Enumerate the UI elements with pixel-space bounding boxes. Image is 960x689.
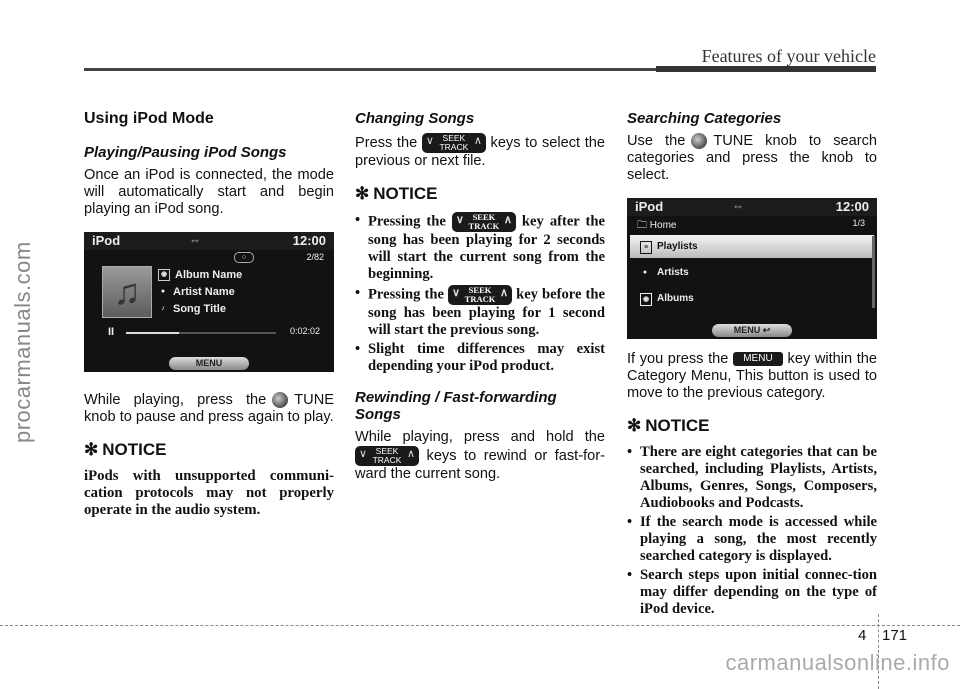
menu-text-b: key within the Category Menu, This button is used to move to the previous category.: [627, 351, 878, 401]
track-label: TRACK: [464, 294, 496, 304]
seek-label: SEEK: [468, 285, 492, 295]
seek-track-key: [452, 212, 516, 232]
notice-unsupported-protocols: iPods with unsupported communi-cation protocols may not properly operate in the audio system.: [84, 468, 334, 518]
folder-icon: 🗀: [637, 220, 647, 231]
song-note-icon: ♪: [161, 305, 165, 313]
bullet-text-b: key before the song has been playing for 1 second will start the previous song.: [368, 286, 605, 338]
seek-label: SEEK: [472, 212, 496, 222]
subheading-searching: Searching Categories: [627, 110, 782, 127]
changing-text-b: keys to select the previous or next file.: [355, 134, 605, 169]
search-text-b: TUNE knob to search categories and press the knob to select.: [627, 133, 877, 183]
header-section-title: Features of your vehicle: [701, 46, 876, 66]
notice-heading-2: [355, 184, 605, 204]
bottom-watermark: carmanualsonline.info: [725, 650, 950, 675]
tune-text-a: While playing, press the: [84, 392, 267, 408]
menu-key: MENU: [733, 352, 783, 366]
chevron-up-icon: ∧: [406, 448, 415, 460]
song-title: Song Title: [173, 303, 226, 315]
seek-track-key: [422, 133, 486, 153]
category-item-playlists[interactable]: [630, 235, 874, 258]
list-item: [355, 285, 605, 339]
folder-label: Home: [649, 220, 677, 231]
paragraph-menu-key: [627, 351, 877, 402]
category-count: 1/3: [852, 218, 865, 228]
chevron-down-icon: ∨: [359, 448, 368, 460]
rewind-text-a: While playing, press and hold the: [355, 429, 605, 445]
repeat-icon: ○: [234, 252, 254, 263]
notice-heading-1: [84, 440, 334, 460]
screen-title: iPod: [92, 233, 121, 248]
paragraph-searching: [627, 133, 877, 184]
folder-row: [637, 218, 676, 235]
track-label: TRACK: [468, 221, 500, 231]
artist-icon: ●: [642, 269, 648, 276]
notice-cross-icon: ✻: [84, 440, 99, 459]
ipod-playing-screen: [84, 232, 334, 372]
screen-clock: 12:00: [292, 233, 326, 248]
seek-label: SEEK: [375, 446, 399, 456]
usb-icon: ⇔: [732, 199, 744, 213]
tune-knob-icon: [272, 392, 288, 408]
progress-track: [126, 332, 276, 334]
track-count: 2/82: [306, 252, 324, 262]
tune-knob-icon: [691, 133, 707, 149]
chapter-number: 4: [858, 627, 867, 644]
list-item: • Slight time differences may exist depending your iPod product.: [355, 341, 605, 375]
header-rule-accent: [656, 66, 876, 72]
bullet-text-a: Pressing the: [368, 286, 444, 303]
chevron-down-icon: ∨: [425, 135, 434, 147]
screen-menu-button[interactable]: [712, 324, 792, 337]
paragraph-changing-songs: [355, 133, 605, 170]
paragraph-tune-pause: [84, 392, 334, 426]
column-1: [84, 110, 334, 519]
album-name-row: [158, 269, 242, 281]
chevron-up-icon: ∧: [503, 214, 512, 226]
screen-menu-button[interactable]: MENU: [169, 357, 249, 370]
menu-text-a: If you press the: [627, 351, 729, 367]
paragraph-rewinding: [355, 429, 605, 483]
menu-label: MENU: [733, 325, 761, 335]
chevron-down-icon: ∨: [452, 287, 461, 299]
column-2: [355, 110, 605, 497]
category-item-artists[interactable]: [630, 261, 874, 284]
progress-fill: [126, 332, 179, 334]
footer-rule: [0, 625, 960, 626]
artist-icon: ●: [160, 288, 166, 296]
pause-icon: II: [108, 326, 115, 338]
subheading-changing-songs: Changing Songs: [355, 110, 475, 127]
chevron-down-icon: ∨: [455, 214, 464, 226]
back-arrow-icon: ↩: [762, 325, 771, 335]
chevron-up-icon: ∧: [473, 135, 482, 147]
list-item: • There are eight categories that can be searched, including Playlists, Artists, Albums, Genres, Songs, Composers, Audiobooks and Podcasts.: [627, 444, 877, 512]
bullet-text-b: key after the song has been playing for 2 seconds will start the current song from the beginning.: [368, 213, 605, 282]
screen-topbar: [84, 232, 334, 250]
tune-text-b: TUNE knob to pause and press again to play.: [84, 392, 334, 425]
screen-title: iPod: [635, 199, 664, 214]
ipod-category-screen: [627, 198, 877, 339]
scrollbar[interactable]: [872, 236, 875, 308]
list-item: • Search steps upon initial connec-tion may differ depending on the type of iPod device.: [627, 567, 877, 618]
rewind-text-b: keys to rewind or fast-for-ward the current song.: [355, 447, 605, 482]
notice-title: NOTICE: [645, 416, 710, 435]
page-number: 171: [882, 627, 908, 644]
search-text-a: Use the: [627, 133, 686, 149]
notice-list-seek: [355, 212, 605, 375]
chevron-up-icon: ∧: [499, 287, 509, 299]
elapsed-time: 0:02:02: [289, 326, 320, 336]
bullet-text-a: Pressing the: [368, 213, 446, 230]
track-label: TRACK: [439, 142, 469, 152]
list-item: • If the search mode is accessed while playing a song, the most recently searched category is displayed.: [627, 514, 877, 565]
category-label: Playlists: [657, 241, 698, 252]
category-label: Artists: [657, 267, 689, 278]
seek-label: SEEK: [442, 133, 466, 143]
notice-list-categories: [627, 444, 877, 618]
playlist-icon: ≡: [640, 241, 652, 254]
album-name: Album Name: [175, 269, 243, 281]
column-3: [627, 110, 877, 620]
list-item: [355, 212, 605, 283]
seek-track-key: [355, 446, 419, 466]
notice-cross-icon: ✻: [355, 184, 370, 203]
side-watermark: procarmanuals.com: [10, 241, 35, 443]
screen-clock: 12:00: [835, 199, 869, 214]
subheading-rewinding: Rewinding / Fast-forwarding Songs: [355, 389, 557, 423]
subheading-playing-pausing: Playing/Pausing iPod Songs: [84, 144, 287, 161]
category-label: Albums: [657, 293, 694, 304]
notice-heading-3: [627, 416, 877, 436]
paragraph-auto-start: Once an iPod is connected, the mode will automatically start and begin playing an iPod song.: [84, 167, 334, 217]
notice-cross-icon: ✻: [627, 416, 642, 435]
screen-topbar: [627, 198, 877, 216]
album-icon: ◉: [640, 293, 652, 306]
track-label: TRACK: [372, 455, 402, 465]
seek-track-key: [448, 285, 512, 305]
usb-icon: ⇔: [189, 233, 201, 247]
category-item-albums[interactable]: [630, 287, 874, 310]
section-heading: Using iPod Mode: [84, 110, 214, 127]
notice-title: NOTICE: [102, 440, 167, 459]
notice-title: NOTICE: [373, 184, 438, 203]
song-title-row: [158, 303, 226, 315]
artist-name-row: [158, 286, 235, 298]
album-icon: ◉: [158, 269, 170, 281]
changing-text-a: Press the: [355, 134, 418, 151]
album-art-music-note-icon: ♫: [102, 266, 152, 318]
artist-name: Artist Name: [173, 286, 235, 298]
